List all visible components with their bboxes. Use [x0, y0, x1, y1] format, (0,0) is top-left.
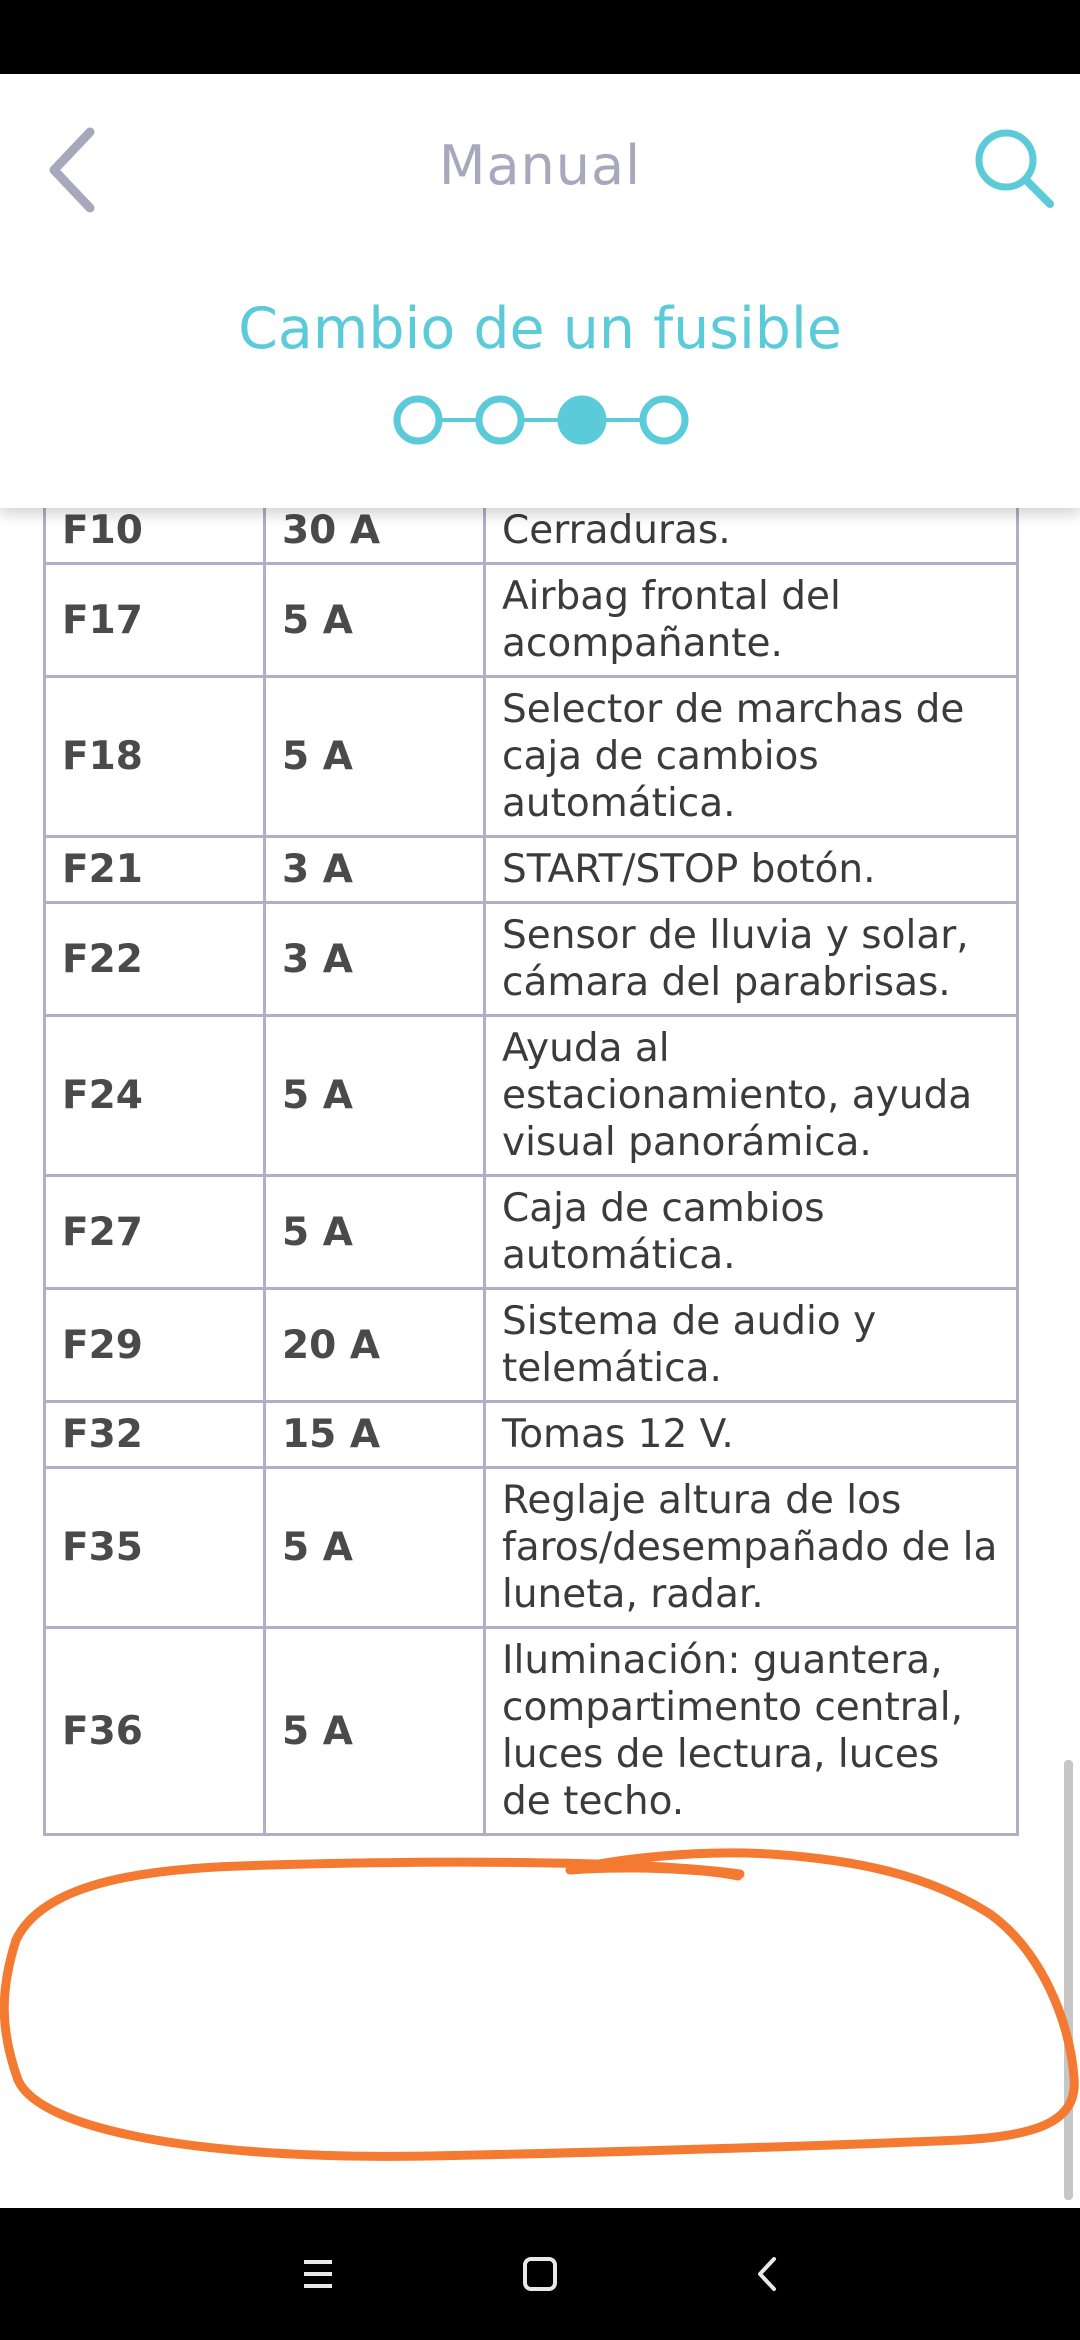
- amperage-cell: 5 A: [265, 564, 485, 677]
- page-title: Manual: [438, 134, 642, 197]
- step-dot: [643, 399, 685, 441]
- amperage-cell: 5 A: [265, 1176, 485, 1289]
- fuse-number-cell: F24: [45, 1016, 265, 1176]
- description-cell: Iluminación: guantera, compartimento central, luces de lectura, luces de techo.: [485, 1628, 1018, 1835]
- fuse-number-cell: F18: [45, 677, 265, 837]
- app-header: [0, 74, 1080, 508]
- description-cell: Ayuda al estacionamiento, ayuda visual panorámica.: [485, 1016, 1018, 1176]
- fuse-number-cell: F21: [45, 837, 265, 903]
- amperage-cell: 20 A: [265, 1289, 485, 1402]
- fuse-number-cell: F10: [45, 508, 265, 564]
- step-dot: [479, 399, 521, 441]
- home-icon: [510, 2244, 570, 2304]
- table-row: [45, 1289, 1018, 1402]
- description-cell: START/STOP botón.: [485, 837, 1018, 903]
- description-cell: Sensor de lluvia y solar, cámara del parabrisas.: [485, 903, 1018, 1016]
- description-cell: Reglaje altura de los faros/desempañado de la luneta, radar.: [485, 1468, 1018, 1628]
- table-row: [45, 508, 1018, 564]
- step-indicator: [390, 390, 690, 450]
- step-dots: [390, 390, 690, 450]
- system-nav-bar: [0, 2208, 1080, 2340]
- amperage-cell: 5 A: [265, 1016, 485, 1176]
- nav-menu-button[interactable]: [288, 2244, 348, 2304]
- description-cell: Sistema de audio y telemática.: [485, 1289, 1018, 1402]
- menu-icon: [288, 2244, 348, 2304]
- amperage-cell: 5 A: [265, 677, 485, 837]
- description-cell: Tomas 12 V.: [485, 1402, 1018, 1468]
- status-bar: [0, 0, 1080, 74]
- table-row: [45, 837, 1018, 903]
- amperage-cell: 3 A: [265, 903, 485, 1016]
- description-cell: Caja de cambios automática.: [485, 1176, 1018, 1289]
- table-row: [45, 564, 1018, 677]
- table-row: [45, 1402, 1018, 1468]
- description-cell: Airbag frontal del acompañante.: [485, 564, 1018, 677]
- fuse-number-cell: F22: [45, 903, 265, 1016]
- step-dot: [397, 399, 439, 441]
- table-row: [45, 1468, 1018, 1628]
- nav-back-button[interactable]: [738, 2244, 798, 2304]
- content-area: [0, 508, 1080, 2208]
- fuse-number-cell: F36: [45, 1628, 265, 1835]
- amperage-cell: 15 A: [265, 1402, 485, 1468]
- table-row: [45, 903, 1018, 1016]
- fuse-number-cell: F35: [45, 1468, 265, 1628]
- table-row: [45, 1016, 1018, 1176]
- nav-home-button[interactable]: [510, 2244, 570, 2304]
- amperage-cell: 5 A: [265, 1628, 485, 1835]
- description-cell: Cerraduras.: [485, 508, 1018, 564]
- fuse-number-cell: F17: [45, 564, 265, 677]
- description-cell: Selector de marchas de caja de cambios automática.: [485, 677, 1018, 837]
- search-icon: [970, 124, 1060, 214]
- table-row: [45, 1176, 1018, 1289]
- scrollbar[interactable]: [1064, 1760, 1073, 2200]
- amperage-cell: 3 A: [265, 837, 485, 903]
- section-title: Cambio de un fusible: [238, 296, 842, 362]
- amperage-cell: 30 A: [265, 508, 485, 564]
- amperage-cell: 5 A: [265, 1468, 485, 1628]
- table-row: [45, 677, 1018, 837]
- fuse-number-cell: F32: [45, 1402, 265, 1468]
- back-icon: [738, 2244, 798, 2304]
- table-row: [45, 1628, 1018, 1835]
- search-button[interactable]: [970, 124, 1060, 214]
- fuse-number-cell: F27: [45, 1176, 265, 1289]
- fuse-table: [43, 508, 1019, 1836]
- fuse-number-cell: F29: [45, 1289, 265, 1402]
- step-dot-active: [561, 399, 603, 441]
